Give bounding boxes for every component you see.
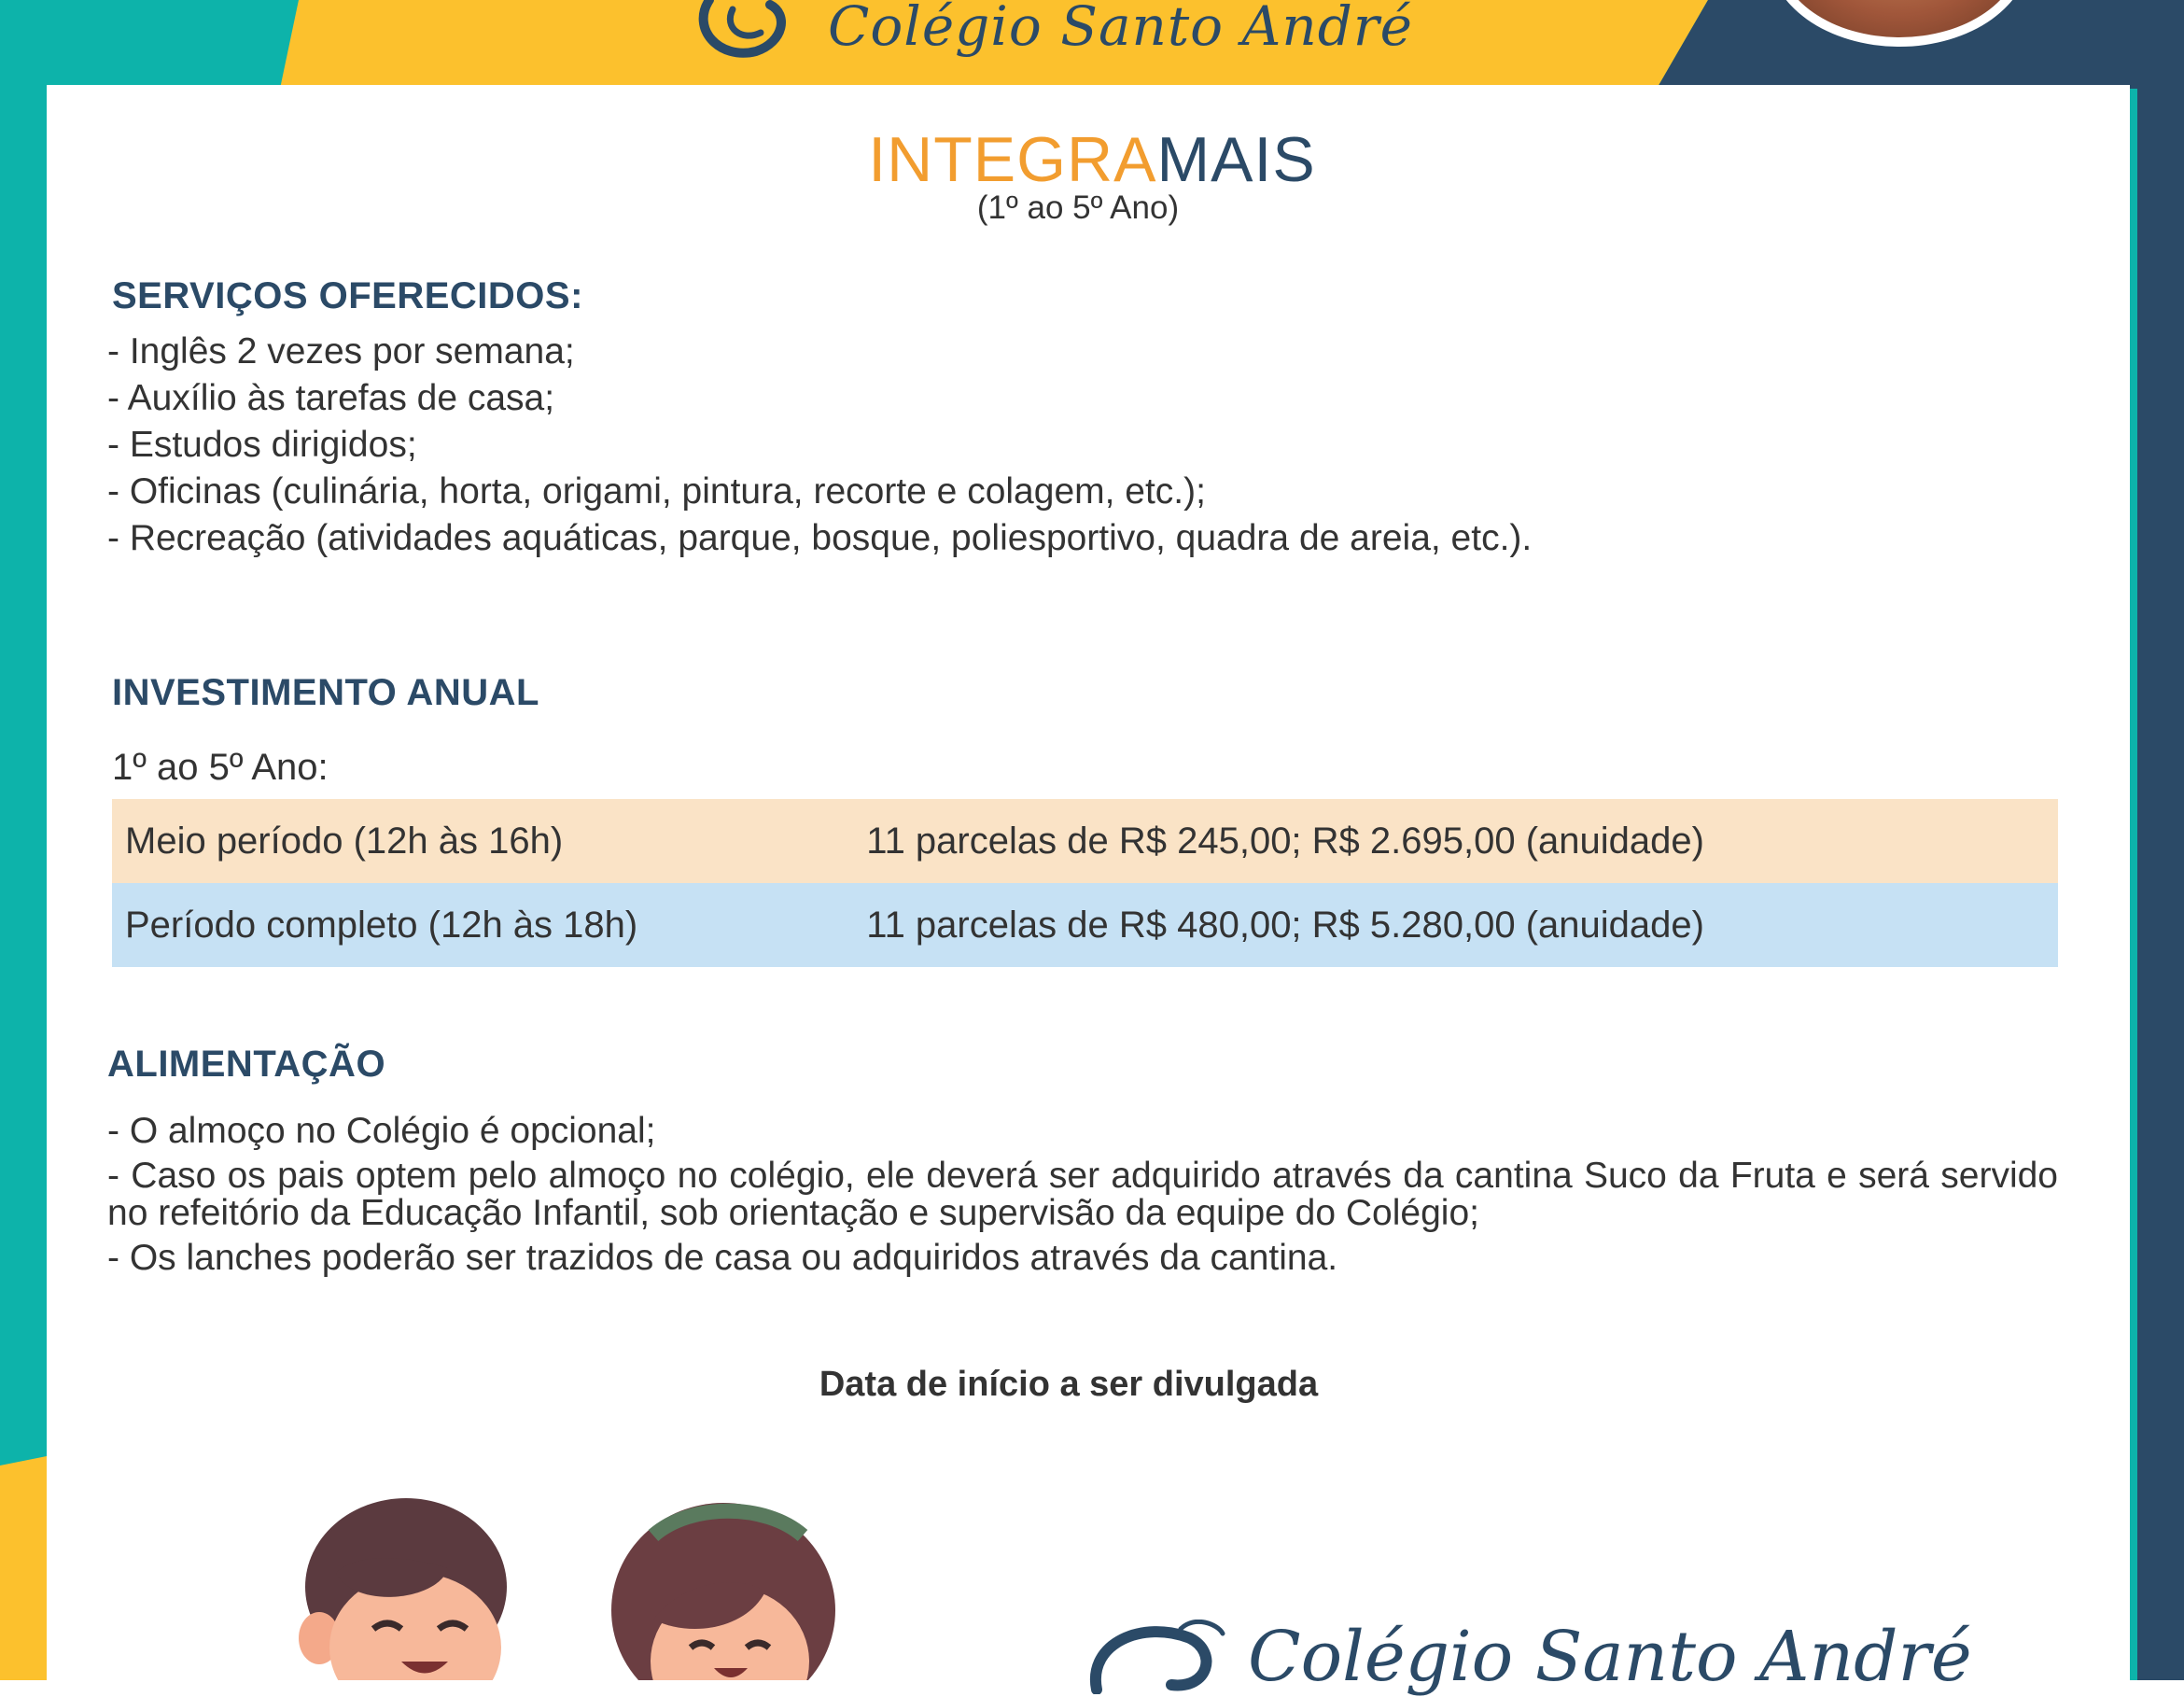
investment-heading: INVESTIMENTO ANUAL [112,672,539,713]
table-row [112,799,2058,883]
services-list [107,329,1532,562]
price-cell: 11 parcelas de R$ 245,00; R$ 2.695,00 (anuidade) [866,820,1704,862]
list-item: - O almoço no Colégio é opcional; [107,1111,656,1151]
list-item: - Os lanches poderão ser trazidos de casa ou adquiridos através da cantina. [107,1238,1338,1278]
page-subtitle: (1º ao 5º Ano) [976,189,1180,226]
price-cell: 11 parcelas de R$ 480,00; R$ 5.280,00 (anuidade) [866,904,1704,946]
period-cell: Meio período (12h às 16h) [125,820,564,862]
start-date-note: Data de início a ser divulgada [819,1365,1319,1404]
title-part-integra: INTEGRA [868,124,1157,195]
header-logo [695,0,1413,61]
services-heading: SERVIÇOS OFERECIDOS: [112,275,583,316]
list-item: - Estudos dirigidos; [107,425,417,465]
list-item: - Oficinas (culinária, horta, origami, pintura, recorte e colagem, etc.); [107,471,1206,512]
header-brand: Colégio Santo André [828,0,1413,58]
children-illustration [299,1498,840,1680]
list-item: - Caso os pais optem pelo almoço no colégio, ele deverá ser adquirido através da cantina Suco da Fruta e será servido no refeitório da Educação Infantil, sob orientação e supervisão da equipe do Colégio; [107,1156,2058,1233]
swirl-logo-icon [1078,1620,1227,1694]
swirl-logo-icon [695,0,807,61]
footer-brand: Colégio Santo André [1248,1617,1972,1697]
food-heading: ALIMENTAÇÃO [107,1044,386,1085]
title-part-mais: MAIS [1156,124,1316,195]
food-list [107,1109,2058,1281]
list-item: - Recreação (atividades aquáticas, parque, bosque, poliesportivo, quadra de areia, etc.). [107,518,1533,558]
price-table [112,799,2058,967]
period-cell: Período completo (12h às 18h) [125,904,638,946]
grade-label: 1º ao 5º Ano: [112,747,329,788]
page-title [0,126,2184,193]
list-item: - Inglês 2 vezes por semana; [107,331,575,372]
list-item: - Auxílio às tarefas de casa; [107,378,555,418]
footer-logo [1078,1617,1972,1697]
table-row [112,883,2058,967]
